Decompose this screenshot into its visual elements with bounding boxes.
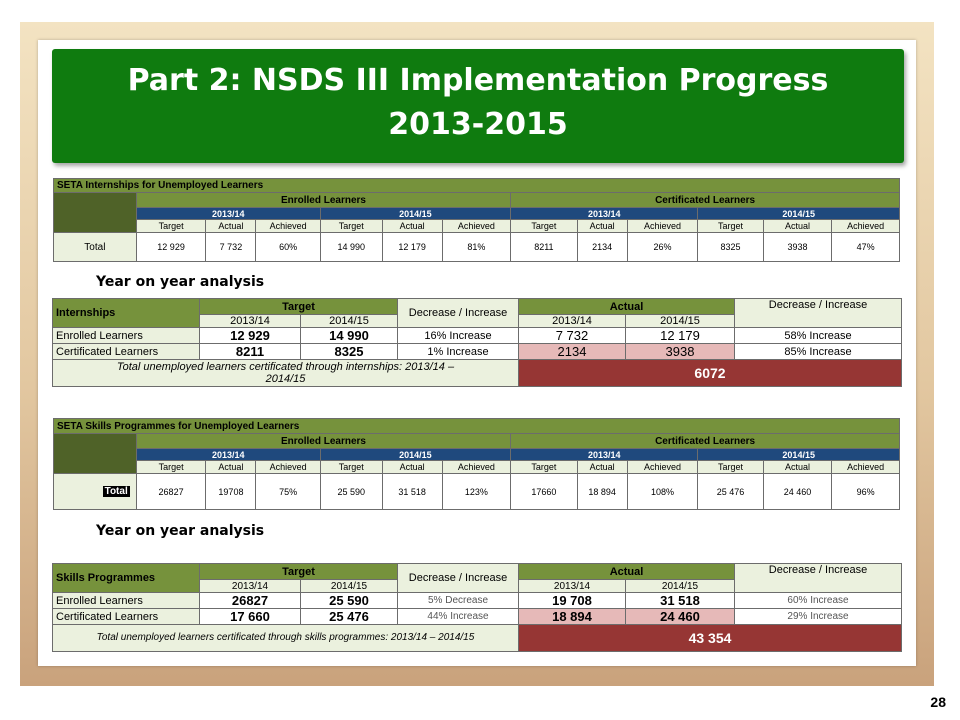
row-label: Certificated Learners [53,609,200,625]
row-label-total [54,474,137,510]
table-cell: 3938 [763,233,832,262]
internships-analysis-table [52,298,902,387]
column-header: Target [698,220,763,233]
skills-programmes-table [53,418,900,510]
column-header: Target [320,220,382,233]
table-cell: 29% Increase [735,609,902,625]
total-label: Total unemployed learners certificated through skills programmes: 2013/14 – 2014/15 [53,625,519,652]
table-cell: 25 590 [301,593,398,609]
table-cell: 1% Increase [398,344,519,360]
row-label: Enrolled Learners [53,328,200,344]
table-cell: 31 518 [382,474,442,510]
table-cell: 18 894 [577,474,627,510]
table-cell: 24 460 [763,474,832,510]
column-header: Achieved [256,461,320,474]
column-header: Achieved [256,220,320,233]
table-cell: 14 990 [320,233,382,262]
column-header: Actual [577,461,627,474]
table-cell: 24 460 [626,609,735,625]
row-label-total: Total [54,233,137,262]
row-label: Certificated Learners [53,344,200,360]
table-cell: 2134 [577,233,627,262]
column-header: Achieved [832,220,900,233]
table-cell: 60% Increase [735,593,902,609]
total-value: 6072 [519,360,902,387]
column-header: Actual [382,461,442,474]
column-header: Target [698,461,763,474]
year-header: 2013/14 [519,580,626,593]
table-cell: 108% [627,474,698,510]
page-number: 28 [930,694,946,710]
column-header: Target [136,220,206,233]
year-header: 2013/14 [519,315,626,328]
table-title: SETA Internships for Unemployed Learners [54,179,900,193]
table-cell: 26% [627,233,698,262]
table-cell: 96% [832,474,900,510]
actual-header: Actual [519,564,735,580]
table-cell: 17 660 [200,609,301,625]
total-badge: Total [104,486,128,497]
column-header: Actual [382,220,442,233]
column-header: Actual [763,461,832,474]
column-header: Actual [206,461,256,474]
year-header: 2014/15 [626,315,735,328]
year-header: 2014/15 [626,580,735,593]
column-header: Target [511,461,577,474]
table-cell: 58% Increase [735,328,902,344]
section-heading: Year on year analysis [96,274,265,290]
table-cell: 85% Increase [735,344,902,360]
column-header: Achieved [627,461,698,474]
group-header-enrolled: Enrolled Learners [136,434,510,449]
table-cell: 17660 [511,474,577,510]
table-cell: 75% [256,474,320,510]
table-cell: 12 929 [200,328,301,344]
year-header: 2013/14 [200,315,301,328]
table-cell: 25 476 [698,474,763,510]
skills-analysis-table [52,563,902,652]
column-header: Achieved [442,461,511,474]
column-header: Actual [577,220,627,233]
table-cell: 8211 [200,344,301,360]
year-header: 2014/15 [320,208,510,220]
table-cell: 47% [832,233,900,262]
table-title: SETA Skills Programmes for Unemployed Learners [54,419,900,434]
year-header: 2014/15 [698,449,900,461]
table-cell: 14 990 [301,328,398,344]
table-cell: 8325 [301,344,398,360]
table-cell: 12 179 [626,328,735,344]
section-heading: Year on year analysis [96,523,265,539]
total-label: Total unemployed learners certificated through internships: 2013/14 – 2014/15 [53,360,519,387]
row-header: Skills Programmes [53,564,200,593]
column-header: Achieved [832,461,900,474]
column-header: Achieved [627,220,698,233]
table-cell: 8211 [511,233,577,262]
table-cell: 18 894 [519,609,626,625]
year-header: 2014/15 [698,208,900,220]
year-header: 2013/14 [136,208,320,220]
actual-header: Actual [519,299,735,315]
total-value: 43 354 [519,625,902,652]
decrease-increase-header: Decrease / Increase [398,299,519,328]
decrease-increase-header: Decrease / Increase [735,564,902,593]
table-cell: 26827 [200,593,301,609]
year-header: 2013/14 [511,208,698,220]
target-header: Target [200,299,398,315]
table-cell: 60% [256,233,320,262]
label-column-header [54,434,137,474]
column-header: Actual [763,220,832,233]
table-cell: 3938 [626,344,735,360]
internships-table [53,178,900,262]
year-header: 2013/14 [136,449,320,461]
column-header: Target [136,461,206,474]
title-banner [52,49,904,163]
title-line-1: Part 2: NSDS III Implementation Progress [127,63,829,98]
label-column-header [54,193,137,233]
table-cell: 16% Increase [398,328,519,344]
table-cell: 5% Decrease [398,593,519,609]
table-cell: 19 708 [519,593,626,609]
table-cell: 2134 [519,344,626,360]
column-header: Actual [206,220,256,233]
group-header-enrolled: Enrolled Learners [136,193,510,208]
title-line-2: 2013-2015 [388,107,568,142]
year-header: 2013/14 [511,449,698,461]
table-cell: 31 518 [626,593,735,609]
table-cell: 7 732 [519,328,626,344]
year-header: 2014/15 [320,449,510,461]
table-cell: 123% [442,474,511,510]
decrease-increase-header: Decrease / Increase [398,564,519,593]
table-cell: 19708 [206,474,256,510]
row-label: Enrolled Learners [53,593,200,609]
group-header-certificated: Certificated Learners [511,193,900,208]
table-cell: 81% [442,233,511,262]
table-cell: 25 590 [320,474,382,510]
year-header: 2014/15 [301,315,398,328]
table-cell: 12 929 [136,233,206,262]
table-cell: 7 732 [206,233,256,262]
decrease-increase-header: Decrease / Increase [735,299,902,328]
target-header: Target [200,564,398,580]
year-header: 2014/15 [301,580,398,593]
column-header: Target [511,220,577,233]
group-header-certificated: Certificated Learners [511,434,900,449]
row-header: Internships [53,299,200,328]
table-cell: 44% Increase [398,609,519,625]
table-cell: 25 476 [301,609,398,625]
column-header: Achieved [442,220,511,233]
table-cell: 26827 [136,474,206,510]
column-header: Target [320,461,382,474]
year-header: 2013/14 [200,580,301,593]
table-cell: 8325 [698,233,763,262]
table-cell: 12 179 [382,233,442,262]
